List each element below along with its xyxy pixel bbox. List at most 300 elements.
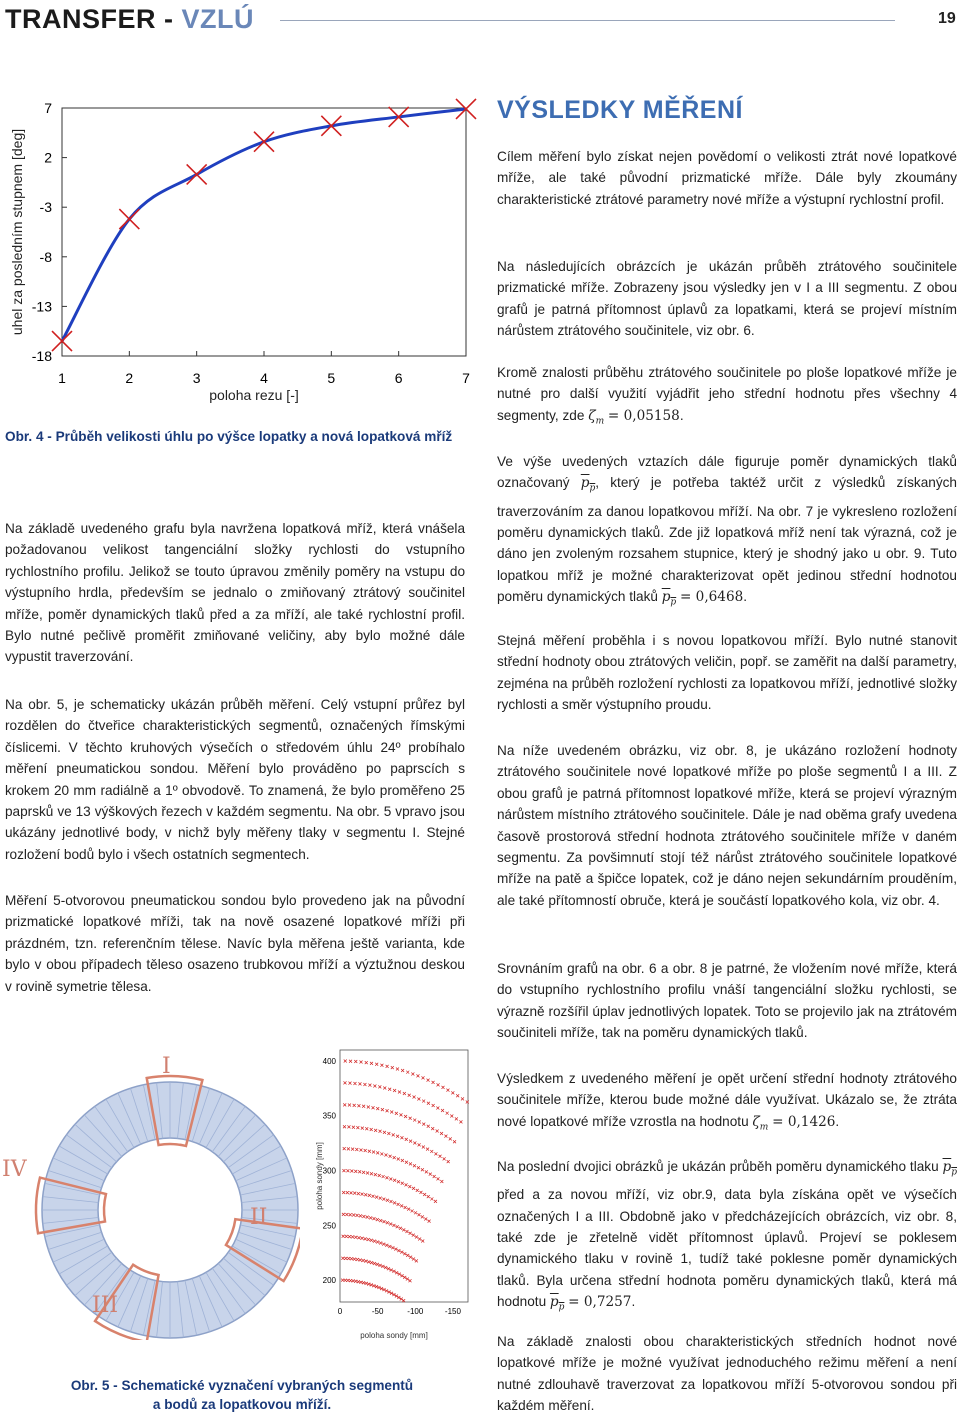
measurement-point bbox=[400, 1204, 403, 1207]
left-paragraph-1: Na základě uvedeného grafu byla navržena lopatková mříž, která vnášela požadovanou velikost tangenciální složky rychlosti do vstupního rychlostního profilu. Jelikož se touto úpravou změnily poměry na vstupu do výstupního hrdla, především se jednalo o zmiňovaný ztrátový součinitel mříže, poměr dynamických tlaků před a za mříží, ale také rychlostní profil. Bylo nutné pečlivě proměřit zmiňované veličiny, aby bylo možné dále vypustit traverzování. bbox=[5, 521, 465, 665]
measurement-point bbox=[364, 1237, 367, 1240]
measurement-point bbox=[389, 1223, 392, 1226]
measurement-point bbox=[421, 1215, 424, 1218]
right-paragraph-7: Srovnáním grafů na obr. 6 a obr. 8 je patrné, že vložením nové mříže, která do vstupního rychlostního profilu vnáší tangenciální složku rychlosti, se výrazně rozšířil úplav jednotlivých lopatek. Toto se projevilo jak na ztrátovém součiniteli mříže, tak na poměru dynamických tlaků. bbox=[497, 961, 957, 1041]
measurement-point bbox=[376, 1241, 379, 1244]
measurement-point bbox=[417, 1097, 420, 1100]
x-tick-label: 7 bbox=[462, 370, 470, 386]
right-paragraph-1: Cílem měření bylo získat nejen povědomí o velikosti ztrát nové lopatkové mříže, ale také původní prizmatické mříže. Dále byly zkoumány charakteristické ztrátové parametry nové mříže a výstupní rychlostní profil. bbox=[497, 149, 957, 207]
measurement-point bbox=[362, 1171, 365, 1174]
segment-label-I: I bbox=[162, 1054, 171, 1079]
measurement-point bbox=[357, 1192, 360, 1195]
measurement-point bbox=[354, 1280, 357, 1283]
measurement-point bbox=[409, 1256, 412, 1259]
x-tick-label: 6 bbox=[394, 370, 403, 386]
measurement-point bbox=[372, 1151, 375, 1154]
zeta-m-value: = 0,05158 bbox=[607, 407, 680, 424]
points-frame bbox=[340, 1050, 468, 1302]
measurement-point bbox=[419, 1191, 422, 1194]
measurement-point bbox=[417, 1213, 420, 1216]
header-rule bbox=[280, 20, 895, 21]
measurement-point bbox=[402, 1228, 405, 1231]
measurement-point bbox=[411, 1072, 414, 1075]
measurement-point bbox=[368, 1194, 371, 1197]
y-tick-label: 7 bbox=[44, 100, 52, 116]
measurement-point bbox=[362, 1259, 365, 1262]
points-y-tick-label: 350 bbox=[322, 1111, 336, 1121]
measurement-point bbox=[401, 1182, 404, 1185]
measurement-point bbox=[365, 1061, 368, 1064]
points-x-tick-label: 0 bbox=[337, 1307, 343, 1316]
measurement-point bbox=[357, 1104, 360, 1107]
measurement-point bbox=[397, 1180, 400, 1183]
segment-label-II: II bbox=[250, 1205, 268, 1230]
measurement-point bbox=[354, 1236, 357, 1239]
measurement-point bbox=[343, 1081, 346, 1084]
right-paragraph-2: Na následujících obrázcích je ukázán průběh ztrátového součinitele prizmatické mříže. Zobrazeny jsou výsledky jen v I a III segmentu. Z obou grafů je patrná přítomnost úplavů za lopatkami, která se projeví místním nárůstem ztrátového součinitele, viz obr. 6. bbox=[497, 259, 957, 339]
measurement-point bbox=[380, 1064, 383, 1067]
p3-text: Kromě znalosti průběhu ztrátového součinitele po ploše lopatkové mříže je nutné pro další využití vyjádřit jeho střední hodnotu přes všechny 4 segmenty, zde bbox=[497, 365, 957, 423]
measurement-point bbox=[347, 1147, 350, 1150]
measurement-point bbox=[368, 1084, 371, 1087]
measurement-point bbox=[400, 1136, 403, 1139]
measurement-point bbox=[375, 1285, 378, 1288]
measurement-point bbox=[368, 1150, 371, 1153]
chart-ylabel: uhel za posledním stupnem [deg] bbox=[9, 128, 25, 336]
measurement-point bbox=[434, 1152, 437, 1155]
measurement-point bbox=[350, 1257, 353, 1260]
measurement-point bbox=[418, 1121, 421, 1124]
measurement-point bbox=[398, 1273, 401, 1276]
right-paragraph-5: Stejná měření proběhla i s novou lopatkovou mříží. Bylo nutné stanovit střední hodnoty obou ztrátových veličin, popř. se zaměřit na další parametry, zejména na průběh rozložení rychlosti za lopatkovou mříží, jednotlivé složky rychlosti a směr výstupního proudu. bbox=[497, 633, 957, 713]
measurement-point bbox=[407, 1208, 410, 1211]
measurement-point bbox=[409, 1162, 412, 1165]
x-tick-label: 3 bbox=[192, 370, 201, 386]
measurement-point bbox=[440, 1180, 443, 1183]
brand-name: TRANSFER bbox=[5, 4, 156, 34]
measurement-point bbox=[382, 1175, 385, 1178]
fig5-caption-line-1: Obr. 5 - Schematické vyznačení vybraných segmentů bbox=[70, 1378, 414, 1393]
measurement-point bbox=[367, 1260, 370, 1263]
measurement-point bbox=[422, 1123, 425, 1126]
measurement-point bbox=[425, 1170, 428, 1173]
zeta-m-symbol-new: $\zeta_m$ bbox=[752, 1113, 769, 1133]
measurement-point bbox=[418, 1143, 421, 1146]
measurement-point bbox=[396, 1225, 399, 1228]
measurement-point bbox=[354, 1060, 357, 1063]
measurement-point bbox=[348, 1235, 351, 1238]
measurement-point bbox=[379, 1264, 382, 1267]
measurement-point bbox=[358, 1170, 361, 1173]
points-x-tick-label: -50 bbox=[371, 1307, 384, 1316]
pp-value-new: = 0,7257 bbox=[568, 1294, 632, 1311]
measurement-point bbox=[370, 1128, 373, 1131]
measurement-point bbox=[349, 1060, 352, 1063]
measurement-point bbox=[391, 1246, 394, 1249]
measurement-point bbox=[396, 1068, 399, 1071]
measurement-point bbox=[369, 1216, 372, 1219]
measurement-point bbox=[434, 1200, 437, 1203]
measurement-point bbox=[412, 1234, 415, 1237]
measurement-point bbox=[446, 1112, 449, 1115]
measurement-point bbox=[428, 1220, 431, 1223]
measurement-point bbox=[370, 1283, 373, 1286]
measurement-point bbox=[348, 1104, 351, 1107]
measurement-point bbox=[392, 1133, 395, 1136]
y-tick-label: -18 bbox=[31, 348, 52, 364]
measurement-point bbox=[383, 1131, 386, 1134]
left-paragraph-2: Na obr. 5, je schematicky ukázán průběh měření. Celý vstupní průřez byl rozdělen do čtveřice charakteristických segmentů, označených římskými číslicemi. V těchto kruhových výsečích o středovém úhlu 24º probíhalo měření pneumatickou sondou. Měření bylo prováděno po paprscích s krokem 20 mm radiálně a 1º obvodově. To znamená, že bylo proměřeno 25 paprsků ve 13 výškových řezech v každém segmentu. Na obr. 5 vpravo jsou ukázány jednotlivé body, v nichž byly měřeny tlaky v segmentu I. Stejné rozložení bodů bylo i všech ostatních segmentech. bbox=[5, 697, 465, 862]
measurement-point bbox=[403, 1252, 406, 1255]
measurement-point bbox=[366, 1216, 369, 1219]
measurement-point bbox=[354, 1170, 357, 1173]
measurement-point bbox=[408, 1185, 411, 1188]
measurement-point bbox=[443, 1157, 446, 1160]
measurement-point bbox=[432, 1081, 435, 1084]
measurement-point bbox=[422, 1076, 425, 1079]
measurement-point bbox=[403, 1092, 406, 1095]
measurement-point bbox=[386, 1109, 389, 1112]
measurement-point bbox=[356, 1126, 359, 1129]
measurement-point bbox=[447, 1160, 450, 1163]
measurement-point bbox=[356, 1258, 359, 1261]
measurement-point bbox=[345, 1213, 348, 1216]
measurement-point bbox=[418, 1237, 421, 1240]
measurement-point bbox=[379, 1242, 382, 1245]
measurement-point bbox=[403, 1276, 406, 1279]
p9-text-b: před a za novou mříží, viz obr.9, data byla získána opět ve výsečích označených I a III. Obdobně jako v předcházejících obrázcích, viz obr. 8, také zde je zřetelně vidět přítomnost úplavů. Projeví se poklesem dynamického tlaku v rovině 1, tudíž také poklesne poměr dynamických tlaků. Byla určena střední hodnota poměru dynamických tlaků, která má hodnotu bbox=[497, 1187, 957, 1310]
measurement-point bbox=[422, 1145, 425, 1148]
measurement-point bbox=[408, 1094, 411, 1097]
measurement-point bbox=[364, 1193, 367, 1196]
measurement-point bbox=[397, 1249, 400, 1252]
pp-symbol-2: $p_p$ bbox=[661, 589, 677, 608]
points-y-tick-label: 300 bbox=[322, 1166, 336, 1176]
data-point bbox=[119, 209, 139, 229]
measurement-point bbox=[360, 1061, 363, 1064]
p4-text-b: , který je potřeba taktéž určit z výsledků získaných traverzováním za danou lopatkovou mříží. Na obr. 7 je vykresleno rozložení poměru dynamických tlaků. Zde již lopatková mříž není tak výrazná, což je dáno jen zvoleným rozsahem stupnice, který je shodný jako u obr. 9. Tuto lopatkou mříž je možné charakterizovat opět jedinou střední hodnotou poměru dynamických tlaků bbox=[497, 475, 957, 605]
x-tick-label: 5 bbox=[327, 370, 336, 386]
measurement-point bbox=[415, 1235, 418, 1238]
measurement-point bbox=[451, 1091, 454, 1094]
zeta-m-value-new: = 0,1426 bbox=[772, 1113, 836, 1130]
measurement-point bbox=[376, 1107, 379, 1110]
measurement-point bbox=[430, 1150, 433, 1153]
measurement-point bbox=[449, 1137, 452, 1140]
measurement-point bbox=[376, 1151, 379, 1154]
measurement-point bbox=[459, 1120, 462, 1123]
right-paragraph-3: Kromě znalosti průběhu ztrátového součinitele po ploše lopatkové mříže je nutné pro další využití vyjádřit jeho střední hodnotu přes všechny 4 segmenty, zde $\zeta_m = 0,05158$. bbox=[497, 365, 957, 427]
measurement-point bbox=[386, 1199, 389, 1202]
fig5-segment-diagram bbox=[0, 1040, 300, 1340]
measurement-point bbox=[395, 1271, 398, 1274]
measurement-point bbox=[359, 1214, 362, 1217]
measurement-point bbox=[373, 1084, 376, 1087]
inner-hub bbox=[98, 1138, 242, 1282]
pp-symbol-4: $p_p$ bbox=[549, 1294, 565, 1313]
measurement-point bbox=[359, 1258, 362, 1261]
measurement-point bbox=[359, 1281, 362, 1284]
measurement-point bbox=[374, 1173, 377, 1176]
measurement-point bbox=[361, 1193, 364, 1196]
plot-frame bbox=[62, 108, 466, 356]
measurement-point bbox=[404, 1206, 407, 1209]
measurement-point bbox=[367, 1283, 370, 1286]
measurement-point bbox=[433, 1175, 436, 1178]
measurement-point bbox=[450, 1114, 453, 1117]
measurement-point bbox=[393, 1156, 396, 1159]
measurement-point bbox=[393, 1201, 396, 1204]
measurement-point bbox=[399, 1227, 402, 1230]
section-title: VÝSLEDKY MĚŘENÍ bbox=[497, 96, 743, 124]
measurement-point bbox=[414, 1211, 417, 1214]
measurement-point bbox=[416, 1189, 419, 1192]
measurement-point bbox=[413, 1141, 416, 1144]
measurement-point bbox=[401, 1159, 404, 1162]
measurement-point bbox=[431, 1127, 434, 1130]
measurement-point bbox=[355, 1148, 358, 1151]
measurement-point bbox=[432, 1104, 435, 1107]
measurement-point bbox=[385, 1244, 388, 1247]
pp-value-original: = 0,6468 bbox=[679, 589, 744, 606]
measurement-point bbox=[366, 1171, 369, 1174]
measurement-point bbox=[343, 1147, 346, 1150]
measurement-point bbox=[421, 1168, 424, 1171]
measurement-point bbox=[367, 1105, 370, 1108]
measurement-point bbox=[370, 1261, 373, 1264]
measurement-point bbox=[436, 1177, 439, 1180]
measurement-point bbox=[373, 1240, 376, 1243]
measurement-point bbox=[413, 1119, 416, 1122]
measurement-point bbox=[423, 1193, 426, 1196]
measurement-point bbox=[394, 1248, 397, 1251]
measurement-point bbox=[357, 1280, 360, 1283]
measurement-point bbox=[395, 1112, 398, 1115]
measurement-point bbox=[344, 1257, 347, 1260]
measurement-point bbox=[397, 1158, 400, 1161]
measurement-point bbox=[409, 1279, 412, 1282]
measurement-point bbox=[461, 1097, 464, 1100]
measurement-point bbox=[381, 1265, 384, 1268]
measurement-point bbox=[380, 1152, 383, 1155]
measurement-point bbox=[430, 1197, 433, 1200]
p4-text-a: Ve výše uvedených vztazích dále figuruje poměr dynamických tlaků označovaný bbox=[497, 454, 957, 491]
measurement-point bbox=[382, 1198, 385, 1201]
measurement-point bbox=[405, 1138, 408, 1141]
right-paragraph-4: Ve výše uvedených vztazích dále figuruje poměr dynamických tlaků označovaný $p_p$, který je potřeba taktéž určit z výsledků získaných traverzováním za danou lopatkovou mříží. Na obr. 7 je vykresleno rozložení poměru dynamických tlaků. Zde již lopatková mříž není tak výrazná, což je dáno jen zvoleným rozsahem stupnice, který je shodný jako u obr. 9. Tuto lopatkou mříž je možné charakterizovat opět jedinou střední hodnotou poměru dynamických tlaků $p_p = 0,6468$. bbox=[497, 454, 957, 608]
measurement-point bbox=[439, 1155, 442, 1158]
fig5-caption bbox=[62, 1376, 422, 1414]
data-point bbox=[187, 164, 207, 184]
measurement-point bbox=[383, 1086, 386, 1089]
measurement-point bbox=[388, 1245, 391, 1248]
measurement-point bbox=[356, 1214, 359, 1217]
measurement-point bbox=[349, 1213, 352, 1216]
measurement-point bbox=[446, 1089, 449, 1092]
measurement-point bbox=[372, 1217, 375, 1220]
points-ylabel: poloha sondy [mm] bbox=[315, 1142, 324, 1210]
measurement-point bbox=[371, 1195, 374, 1198]
measurement-point bbox=[388, 1088, 391, 1091]
measurement-point bbox=[405, 1230, 408, 1233]
measurement-point bbox=[370, 1239, 373, 1242]
measurement-point bbox=[379, 1197, 382, 1200]
measurement-point bbox=[378, 1085, 381, 1088]
measurement-point bbox=[346, 1191, 349, 1194]
measurement-point bbox=[359, 1148, 362, 1151]
measurement-point bbox=[384, 1266, 387, 1269]
measurement-point bbox=[396, 1135, 399, 1138]
measurement-point bbox=[343, 1103, 346, 1106]
measurement-point bbox=[387, 1132, 390, 1135]
measurement-point bbox=[341, 1257, 344, 1260]
measurement-point bbox=[384, 1154, 387, 1157]
measurement-point bbox=[378, 1174, 381, 1177]
measurement-point bbox=[426, 1148, 429, 1151]
measurement-point bbox=[437, 1083, 440, 1086]
measurement-point bbox=[440, 1132, 443, 1135]
points-y-tick-label: 200 bbox=[322, 1276, 336, 1286]
measurement-point bbox=[379, 1130, 382, 1133]
measurement-point bbox=[417, 1166, 420, 1169]
measurement-point bbox=[379, 1219, 382, 1222]
measurement-point bbox=[362, 1215, 365, 1218]
measurement-point bbox=[342, 1235, 345, 1238]
measurement-point bbox=[409, 1117, 412, 1120]
pp-symbol: $p_p$ bbox=[580, 475, 596, 495]
measurement-point bbox=[412, 1257, 415, 1260]
measurement-point bbox=[346, 1169, 349, 1172]
measurement-point bbox=[389, 1155, 392, 1158]
measurement-point bbox=[429, 1173, 432, 1176]
measurement-point bbox=[381, 1108, 384, 1111]
measurement-point bbox=[374, 1129, 377, 1132]
measurement-point bbox=[406, 1071, 409, 1074]
p9-text-a: Na poslední dvojici obrázků je ukázán průběh poměru dynamického tlaku bbox=[497, 1159, 939, 1174]
measurement-point bbox=[398, 1090, 401, 1093]
measurement-point bbox=[375, 1196, 378, 1199]
p8-text: Výsledkem z uvedeného měření je opět určení střední hodnoty ztrátového součinitele mříže, kterou bude možné dále využívat. Ukázalo se, že ztráta nové lopatkové mříže vzrostla na hodnotu bbox=[497, 1071, 957, 1129]
measurement-point bbox=[361, 1237, 364, 1240]
measurement-point bbox=[401, 1274, 404, 1277]
measurement-point bbox=[353, 1192, 356, 1195]
measurement-point bbox=[415, 1259, 418, 1262]
x-tick-label: 4 bbox=[260, 370, 268, 386]
fig5-points-plot bbox=[300, 1048, 475, 1348]
measurement-point bbox=[383, 1220, 386, 1223]
measurement-point bbox=[427, 1079, 430, 1082]
measurement-point bbox=[350, 1191, 353, 1194]
measurement-point bbox=[392, 1224, 395, 1227]
x-tick-label: 1 bbox=[58, 370, 66, 386]
measurement-point bbox=[391, 1066, 394, 1069]
segment-label-III: III bbox=[92, 1293, 119, 1318]
measurement-point bbox=[400, 1251, 403, 1254]
measurement-point bbox=[455, 1117, 458, 1120]
y-tick-label: 2 bbox=[44, 149, 52, 166]
measurement-point bbox=[389, 1177, 392, 1180]
measurement-point bbox=[370, 1062, 373, 1065]
journal-brand bbox=[5, 4, 254, 35]
measurement-point bbox=[364, 1260, 367, 1263]
data-point bbox=[254, 132, 274, 152]
measurement-point bbox=[375, 1063, 378, 1066]
brand-publisher: VZLÚ bbox=[181, 4, 255, 34]
page-header bbox=[0, 0, 960, 42]
measurement-point bbox=[347, 1125, 350, 1128]
measurement-point bbox=[390, 1111, 393, 1114]
measurement-point bbox=[372, 1284, 375, 1287]
measurement-point bbox=[412, 1187, 415, 1190]
measurement-point bbox=[393, 1179, 396, 1182]
measurement-point bbox=[365, 1127, 368, 1130]
measurement-point bbox=[343, 1125, 346, 1128]
measurement-point bbox=[362, 1105, 365, 1108]
measurement-point bbox=[392, 1270, 395, 1273]
measurement-point bbox=[353, 1104, 356, 1107]
measurement-point bbox=[424, 1217, 427, 1220]
points-xlabel: poloha sondy [mm] bbox=[360, 1331, 428, 1340]
measurement-point bbox=[413, 1164, 416, 1167]
measurement-point bbox=[344, 1060, 347, 1063]
measurement-point bbox=[363, 1083, 366, 1086]
left-paragraph-3: Měření 5-otvorovou pneumatickou sondou bylo provedeno jak na původní prizmatické lopatkové mříži, tak na nově osazené lopatkové mříži při prázdném, tzn. referenčním tělese. Navíc byla měřena ještě varianta, kde bylo v obou případech těleso osazeno trubkovou mříží a výztužnou deskou v rovině symetrie tělesa. bbox=[5, 893, 465, 994]
measurement-point bbox=[361, 1127, 364, 1130]
fig5-caption-line-2: a bodů za lopatkovou mříží. bbox=[152, 1397, 332, 1412]
measurement-point bbox=[370, 1172, 373, 1175]
right-paragraph-6: Na níže uvedeném obrázku, viz obr. 8, je ukázáno rozložení hodnoty ztrátového součinitele nové lopatkové mříže po ploše segmentů I a III. Z obou grafů je patrná přítomnost lopatkové mříže, která se projeví výrazným nárůstem místního ztrátového součinitele. Dále je nad oběma grafy uvedena časově prostorová střední hodnota ztrátového součinitele mříže v daném segmentu. Za povšimnutí stojí též nárůst ztrátového součinitele lopatkové mříže na patě a špičce lopatek, což je dáno nejen sekundárním prouděním, ale také přítomností obruče, která je součástí lopatkového kola, viz obr. 4. bbox=[497, 743, 957, 908]
measurement-point bbox=[436, 1106, 439, 1109]
measurement-point bbox=[427, 1102, 430, 1105]
measurement-point bbox=[342, 1191, 345, 1194]
page-number: 19 bbox=[938, 10, 956, 27]
measurement-point bbox=[422, 1100, 425, 1103]
measurement-point bbox=[352, 1126, 355, 1129]
measurement-point bbox=[427, 1195, 430, 1198]
measurement-point bbox=[358, 1082, 361, 1085]
measurement-point bbox=[342, 1213, 345, 1216]
points-x-tick-label: -150 bbox=[444, 1307, 461, 1316]
fig4-caption: Obr. 4 - Průběh velikosti úhlu po výšce lopatky a nová lopatková mříž bbox=[5, 429, 453, 444]
measurement-point bbox=[409, 1140, 412, 1143]
chart-xlabel: poloha rezu [-] bbox=[209, 387, 299, 403]
y-tick-label: -3 bbox=[39, 199, 52, 216]
measurement-point bbox=[397, 1203, 400, 1206]
measurement-point bbox=[367, 1238, 370, 1241]
measurement-point bbox=[348, 1082, 351, 1085]
measurement-point bbox=[351, 1148, 354, 1151]
measurement-point bbox=[390, 1200, 393, 1203]
measurement-point bbox=[352, 1214, 355, 1217]
y-tick-label: -13 bbox=[31, 298, 52, 315]
measurement-point bbox=[345, 1235, 348, 1238]
measurement-point bbox=[365, 1282, 368, 1285]
measurement-point bbox=[376, 1263, 379, 1266]
measurement-point bbox=[353, 1258, 356, 1261]
measurement-point bbox=[401, 1069, 404, 1072]
measurement-point bbox=[436, 1129, 439, 1132]
measurement-point bbox=[385, 1176, 388, 1179]
right-paragraph-9: Na poslední dvojici obrázků je ukázán průběh poměru dynamického tlaku $p_p$ před a za novou mříží, viz obr.9, data byla získána opět ve výsečích označených I a III. Obdobně jako v předcházejících obrázcích, viz obr. 8, také zde je zřetelně vidět přítomnost úplavů. Projeví se poklesem dynamického tlaku v rovině 1, tudíž také poklesne poměr dynamických tlaků. Byla určena střední hodnota poměru dynamických tlaků, která má hodnotu $p_p = 0,7257$. bbox=[497, 1159, 958, 1313]
measurement-point bbox=[350, 1169, 353, 1172]
measurement-point bbox=[441, 1109, 444, 1112]
measurement-point bbox=[442, 1086, 445, 1089]
measurement-point bbox=[376, 1218, 379, 1221]
measurement-point bbox=[413, 1096, 416, 1099]
measurement-point bbox=[404, 1115, 407, 1118]
measurement-point bbox=[382, 1243, 385, 1246]
brand-separator: - bbox=[164, 4, 174, 34]
